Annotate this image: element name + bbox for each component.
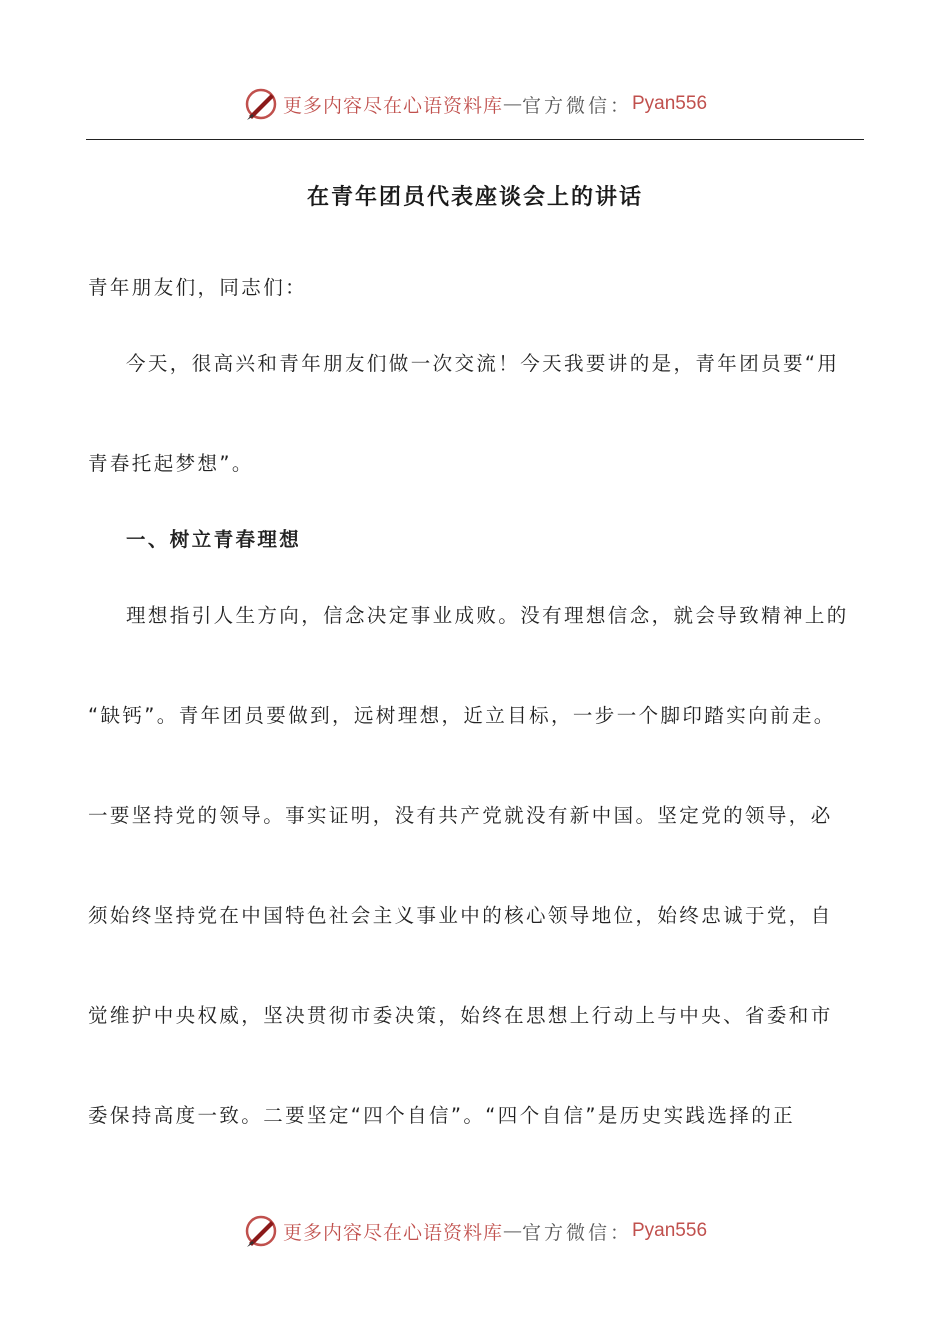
banner-dash: — (502, 1220, 522, 1242)
banner-site-name: 更多内容尽在心语资料库 (282, 94, 503, 117)
paragraph-line: 青春托起梦想”。 (88, 452, 254, 475)
pen-logo-icon (243, 1213, 279, 1249)
banner-dash: — (502, 93, 522, 115)
pen-logo-icon (243, 86, 279, 122)
paragraph-line: 觉维护中央权威，坚决贯彻市委决策，始终在思想上行动上与中央、省委和市 (88, 1004, 833, 1027)
section-heading: 一、树立青春理想 (126, 528, 302, 551)
paragraph-line: 今天，很高兴和青年朋友们做一次交流！今天我要讲的是，青年团员要“用 (126, 352, 840, 375)
footer-banner (0, 1211, 950, 1251)
paragraph-line: 委保持高度一致。二要坚定“四个自信”。“四个自信”是历史实践选择的正 (88, 1104, 796, 1127)
paragraph-line: 一要坚持党的领导。事实证明，没有共产党就没有新中国。坚定党的领导，必 (88, 804, 833, 827)
banner-wechat-label: 官方微信： (521, 1221, 632, 1244)
document-title: 在青年团员代表座谈会上的讲话 (306, 185, 643, 210)
header-divider (86, 139, 864, 140)
banner-site-name: 更多内容尽在心语资料库 (282, 1221, 503, 1244)
paragraph-line: “缺钙”。青年团员要做到，远树理想，近立目标，一步一个脚印踏实向前走。 (88, 704, 836, 727)
header-banner (0, 84, 950, 124)
paragraph-line: 理想指引人生方向，信念决定事业成败。没有理想信念，就会导致精神上的 (126, 604, 849, 627)
banner-wechat-label: 官方微信： (521, 94, 632, 117)
paragraph-line: 须始终坚持党在中国特色社会主义事业中的核心领导地位，始终忠诚于党，自 (88, 904, 833, 927)
banner-wechat-id: Pyan556 (632, 93, 708, 114)
salutation: 青年朋友们，同志们： (88, 276, 308, 299)
banner-wechat-id: Pyan556 (632, 1220, 708, 1241)
